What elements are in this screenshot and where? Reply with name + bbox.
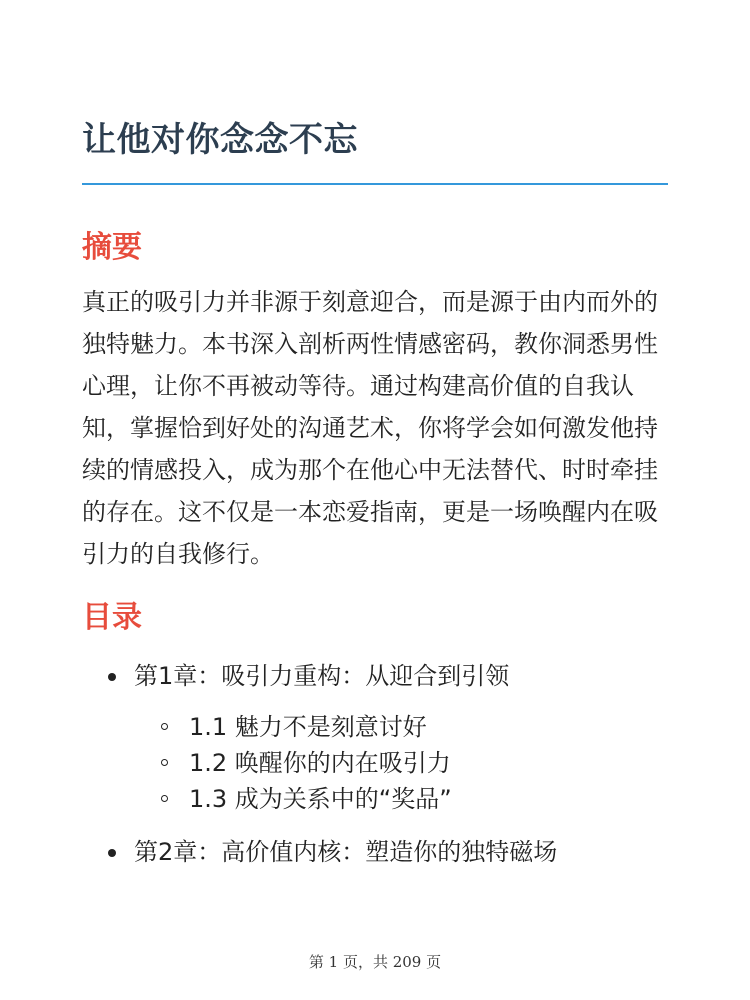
table-of-contents: [82, 655, 668, 873]
toc-heading: 目录: [82, 600, 142, 635]
toc-chapter-1[interactable]: [82, 655, 668, 817]
hollow-bullet-icon: [161, 759, 168, 766]
chapter-title: 第2章：高价值内核：塑造你的独特磁场: [134, 838, 558, 866]
section-title: 1.1 魅力不是刻意讨好: [189, 713, 427, 741]
abstract-paragraph: 真正的吸引力并非源于刻意迎合，而是源于由内而外的独特魅力。本书深入剖析两性情感密码，教你洞悉男性心理，让你不再被动等待。通过构建高价值的自我认知，掌握恰到好处的沟通艺术，你将学会如何激发他持续的情感投入，成为那个在他心中无法替代、时时牵挂的存在。这不仅是一本恋爱指南，更是一场唤醒内在吸引力的自我修行。: [82, 288, 658, 568]
section-title: 1.3 成为关系中的“奖品”: [189, 785, 452, 813]
toc-section-1-2[interactable]: [134, 745, 668, 781]
hollow-bullet-icon: [161, 795, 168, 802]
page-number-footer: 第 1 页，共 209 页: [308, 953, 442, 971]
toc-section-1-1[interactable]: [134, 709, 668, 745]
chapter-1-sections: [134, 709, 668, 817]
book-title: 让他对你念念不忘: [82, 120, 358, 160]
title-divider: [82, 183, 668, 185]
toc-section-1-3[interactable]: [134, 781, 668, 817]
filled-bullet-icon: [108, 849, 116, 857]
hollow-bullet-icon: [161, 723, 168, 730]
chapter-title: 第1章：吸引力重构：从迎合到引领: [134, 662, 510, 690]
section-title: 1.2 唤醒你的内在吸引力: [189, 749, 451, 777]
toc-chapter-2[interactable]: [82, 831, 668, 873]
abstract-heading: 摘要: [82, 230, 142, 265]
filled-bullet-icon: [108, 673, 116, 681]
